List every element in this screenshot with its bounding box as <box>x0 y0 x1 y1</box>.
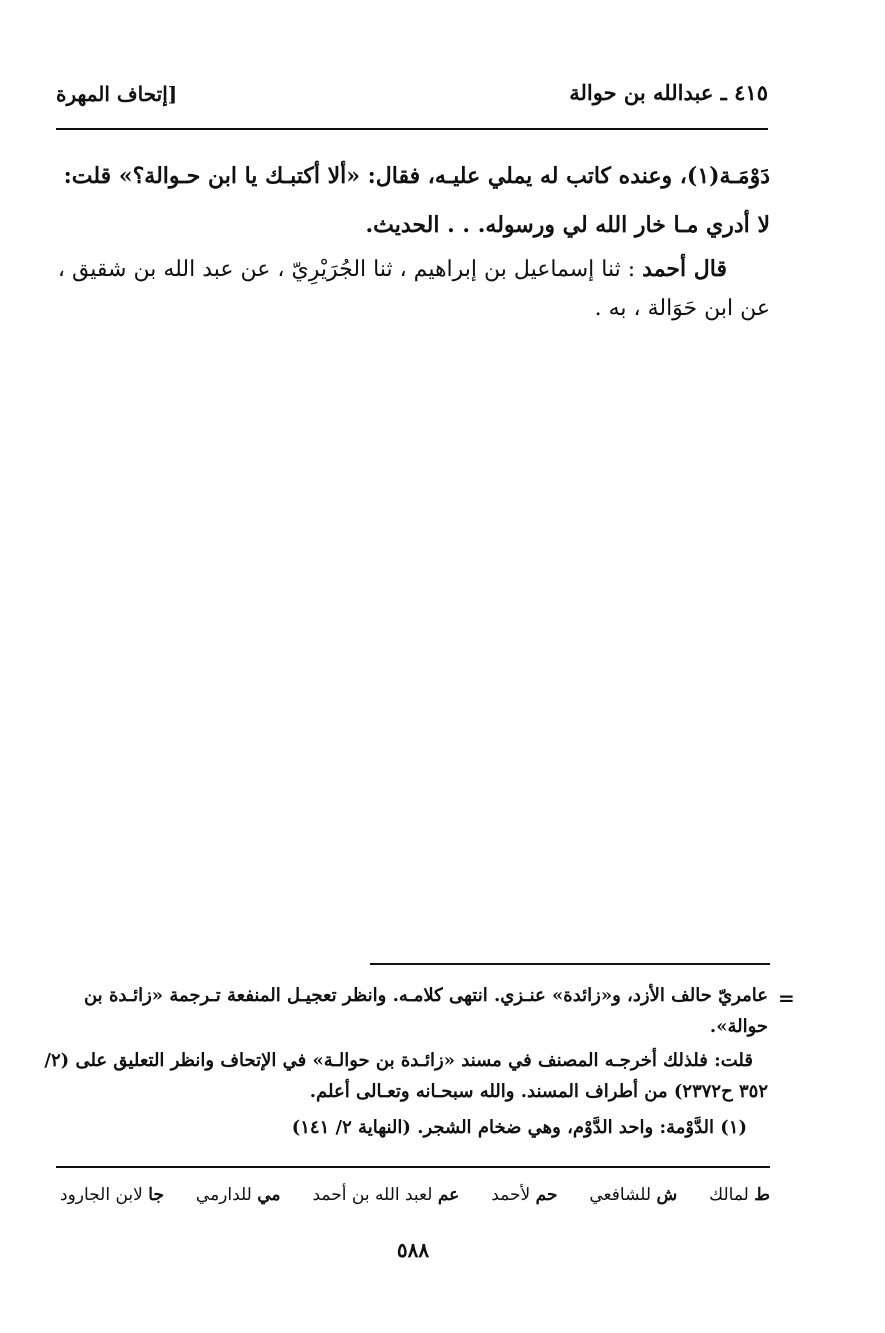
body-line-3 <box>58 256 727 282</box>
body-line-2: لا أدري مـا خار الله لي ورسوله. . . الحديث. <box>365 212 770 238</box>
running-header-book: [إتحاف المهرة <box>56 82 178 106</box>
footnote-continuation-mark: = <box>778 986 795 1010</box>
abbreviation-item: جا لابن الجارود <box>60 1185 164 1205</box>
running-header-title: ٤١٥ ـ عبدالله بن حوالة <box>569 80 768 105</box>
abbreviation-item: مي للدارمي <box>195 1185 281 1205</box>
abbreviation-item: عم لعبد الله بن أحمد <box>312 1185 460 1205</box>
abbreviation-item: حم لأحمد <box>491 1185 558 1205</box>
body-line-1: دَوْمَـة(١)، وعنده كاتب له يملي عليـه، فقال: «ألا أكتبـك يا ابن حـوالة؟» قلت: <box>63 163 770 189</box>
isnad-text: : ثنا إسماعيل بن إبراهيم ، ثنا الجُرَيْرِيّ ، عن عبد الله بن شقيق ، <box>57 257 643 282</box>
footnote-line-2: حوالة». <box>709 1016 768 1037</box>
abbreviation-item: ط لمالك <box>709 1185 770 1205</box>
header-rule <box>56 128 768 130</box>
abbreviations-key <box>60 1185 770 1205</box>
footnote-line-1: عامريّ حالف الأزد، و«زائدة» عنـزي. انتهى كلامـه. وانظر تعجيـل المنفعة تـرجمة «زائـدة بن <box>83 985 768 1006</box>
page-number: ٥٨٨ <box>396 1238 430 1262</box>
body-line-4: عن ابن حَوَالة ، به . <box>594 296 770 321</box>
footnote-line-4: ٣٥٢ ح٢٣٧٢) من أطراف المسند. والله سبحـانه وتعـالى أعلم. <box>309 1081 768 1102</box>
footnote-line-3: قلت: فلذلك أخرجـه المصنف في مسند «زائـدة بن حوالـة» في الإتحاف وانظر التعليق على (٢/ <box>44 1050 753 1071</box>
narrator-name: قال أحمد <box>642 256 727 282</box>
abbreviations-rule <box>56 1166 770 1168</box>
abbreviation-item: ش للشافعي <box>589 1185 678 1205</box>
footnote-line-5: (١) الدَّوْمة: واحد الدَّوْم، وهي ضخام الشجر. (النهاية ٢/ ١٤١) <box>291 1117 747 1138</box>
footnote-separator <box>370 963 770 965</box>
